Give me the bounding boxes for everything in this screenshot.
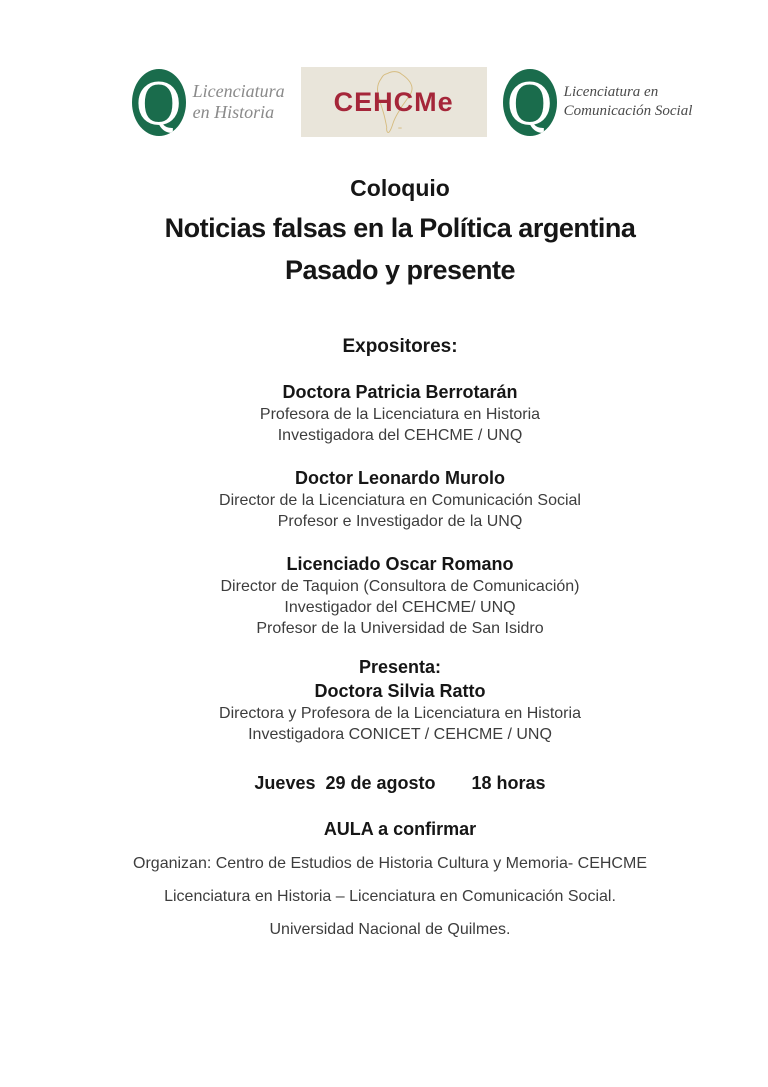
event-date-time (16, 771, 768, 795)
speaker-role: Profesor e Investigador de la UNQ (277, 513, 523, 530)
event-title-line2: Pasado y presente (284, 255, 516, 285)
comunicacion-caption (564, 83, 693, 121)
comunicacion-caption-line2: Comunicación Social (563, 103, 693, 119)
speaker-name: Doctor Leonardo Murolo (295, 468, 505, 488)
organizer-line: Universidad Nacional de Quilmes. (269, 921, 511, 938)
speaker-role: Director de la Licenciatura en Comunicación Social (219, 492, 581, 509)
speaker-role: Investigador del CEHCME/ UNQ (284, 599, 516, 616)
speaker-role: Profesora de la Licenciatura en Historia (259, 406, 541, 423)
historia-caption-line1: Licenciatura (192, 81, 285, 101)
unq-comunicacion-logo (503, 69, 693, 136)
speaker-role: Profesor de la Universidad de San Isidro (256, 620, 544, 637)
cehcme-wordmark: CEHCMe (333, 86, 454, 117)
logo-row (28, 66, 768, 138)
presenta-block (16, 655, 768, 745)
q-letter: Q (135, 71, 182, 136)
historia-caption-line2: en Historia (192, 102, 275, 122)
presenta-role: Directora y Profesora de la Licenciatura en Historia (219, 705, 581, 722)
event-title-line1: Noticias falsas en la Política argentina (164, 213, 636, 243)
speaker-role: Director de Taquion (Consultora de Comunicación) (220, 578, 580, 595)
presenta-heading: Presenta: (358, 657, 442, 677)
historia-caption (193, 81, 285, 123)
event-time: 18 horas (471, 773, 546, 793)
speaker-block (16, 552, 768, 639)
organizer-line: Organizan: Centro de Estudios de Historia Cultura y Memoria- CEHCME (133, 855, 647, 872)
organizers-footer (6, 853, 768, 940)
speaker-name: Doctora Patricia Berrotarán (282, 382, 518, 402)
speaker-block (16, 466, 768, 532)
q-letter: Q (506, 71, 553, 136)
presenta-name: Doctora Silvia Ratto (314, 681, 486, 701)
unq-q-historia-icon (132, 69, 186, 136)
cehcme-logo (301, 67, 487, 137)
unq-q-comunicacion-icon (503, 69, 557, 136)
event-kicker: Coloquio (350, 175, 450, 201)
event-venue: AULA a confirmar (323, 819, 477, 839)
unq-historia-logo (132, 69, 285, 136)
expositores-heading: Expositores: (342, 336, 458, 357)
speaker-name: Licenciado Oscar Romano (286, 554, 514, 574)
speaker-block (16, 380, 768, 446)
event-day-date: Jueves 29 de agosto (254, 773, 436, 793)
presenta-role: Investigadora CONICET / CEHCME / UNQ (248, 726, 552, 743)
speaker-role: Investigadora del CEHCME / UNQ (277, 427, 523, 444)
organizer-line: Licenciatura en Historia – Licenciatura en Comunicación Social. (164, 888, 616, 905)
comunicacion-caption-line1: Licenciatura en (563, 84, 659, 100)
flyer-content (16, 175, 768, 940)
